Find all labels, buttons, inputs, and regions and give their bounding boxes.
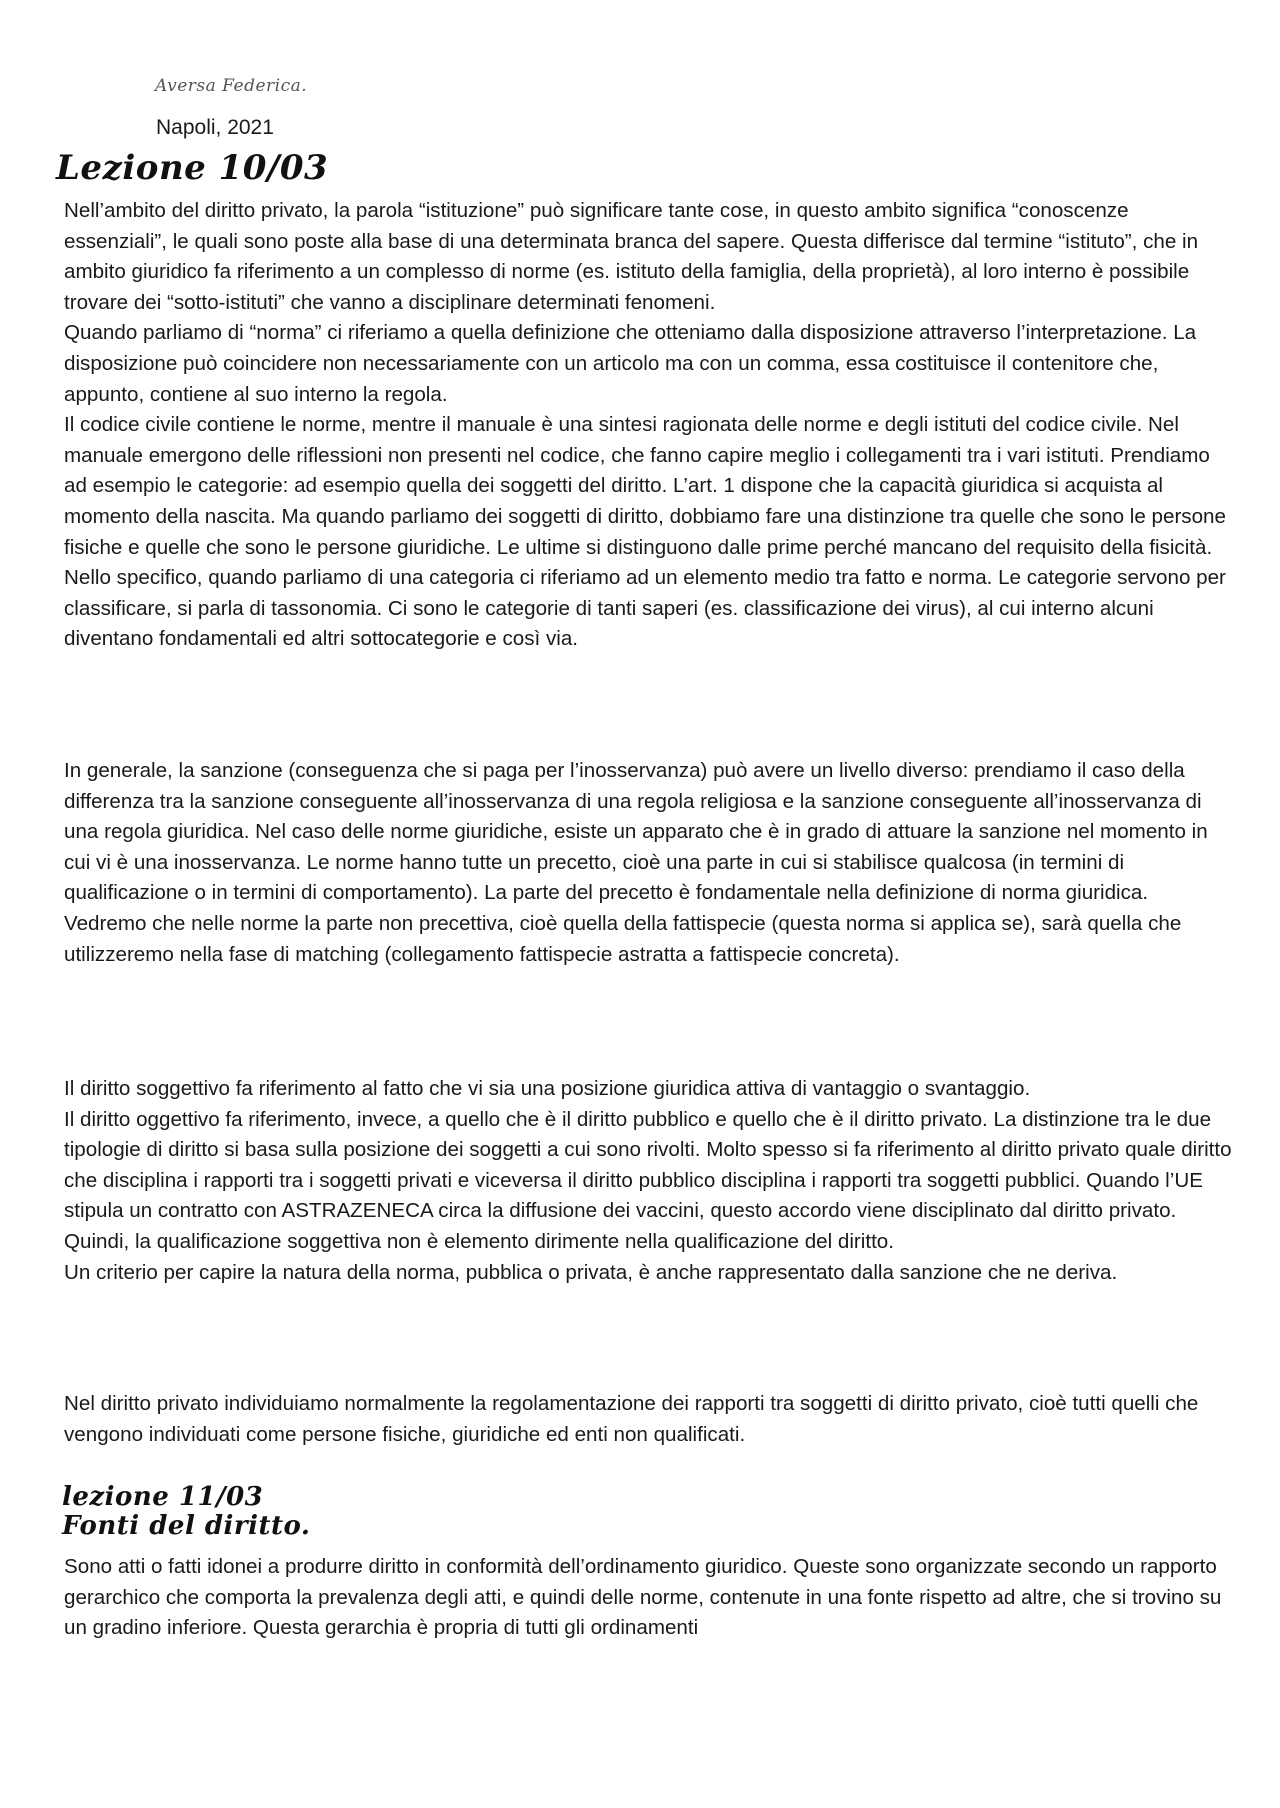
paragraph: Il diritto soggettivo fa riferimento al fatto che vi sia una posizione giuridica attiva di vantaggio o svantaggio. [64, 1077, 1031, 1100]
paragraph: Nell’ambito del diritto privato, la parola “istituzione” può significare tante cose, in questo ambito significa “conoscenze essenziali”, le quali sono poste alla base di una determinata branca del sapere. Questa differisce dal termine “istituto”, che in ambito giuridico fa riferimento a un complesso di norme (es. istituto della famiglia, della proprietà), al loro interno è possibile trovare dei “sotto-istituti” che vanno a disciplinare determinati fenomeni. [64, 199, 1199, 314]
section-heading-sources: Fonti del diritto. [62, 1511, 311, 1541]
paragraph: Nel diritto privato individuiamo normalmente la regolamentazione dei rapporti tra soggetti di diritto privato, cioè tutti quelli che vengono individuati come persone fisiche, giuridiche ed enti non qualificati. [64, 1392, 1199, 1446]
section-private-law [64, 1389, 1234, 1450]
document-date: Napoli, 2021 [156, 116, 274, 139]
paragraph: Nello specifico, quando parliamo di una categoria ci riferiamo ad un elemento medio tra fatto e norma. Le categorie servono per classificare, si parla di tassonomia. Ci sono le categorie di tanti saperi (es. classificazione dei virus), al cui interno alcuni diventano fondamentali ed altri sottocategorie e così via. [64, 566, 1226, 651]
paragraph: Un criterio per capire la natura della norma, pubblica o privata, è anche rappresentato dalla sanzione che ne deriva. [64, 1260, 1118, 1284]
section-sanction [64, 756, 1234, 970]
section-subjective-objective-law [64, 1074, 1234, 1288]
section-sources-of-law [64, 1552, 1234, 1644]
paragraph: Sono atti o fatti idonei a produrre diritto in conformità dell’ordinamento giuridico. Queste sono organizzate secondo un rapporto gerarchico che comporta la prevalenza degli atti, e quindi delle norme, contenute in una fonte rispetto ad altre, che si trovino su un gradino inferiore. Questa gerarchia è propria di tutti gli ordinamenti [64, 1555, 1222, 1640]
lesson-heading-2: lezione 11/03 [62, 1482, 264, 1512]
lesson-heading: Lezione 10/03 [56, 148, 329, 188]
paragraph: Quando parliamo di “norma” ci riferiamo a quella definizione che otteniamo dalla disposizione attraverso l’interpretazione. La disposizione può coincidere non necessariamente con un articolo ma con un comma, essa costituisce il contenitore che, appunto, contiene al suo interno la regola. [64, 321, 1197, 406]
paragraph: Il diritto oggettivo fa riferimento, invece, a quello che è il diritto pubblico e quello che è il diritto privato. La distinzione tra le due tipologie di diritto si basa sulla posizione dei soggetti a cui sono rivolti. Molto spesso si fa riferimento al diritto privato quale diritto che disciplina i rapporti tra i soggetti privati e viceversa il diritto pubblico disciplina i rapporti tra soggetti pubblici. Quando l’UE stipula un contratto con ASTRAZENECA circa la diffusione dei vaccini, questo accordo viene disciplinato dal diritto privato. Quindi, la qualificazione soggettiva non è elemento dirimente nella qualificazione del diritto. [64, 1107, 1232, 1253]
author-signature: Aversa Federica. [155, 76, 308, 96]
paragraph: Il codice civile contiene le norme, mentre il manuale è una sintesi ragionata delle norme e degli istituti del codice civile. Nel manuale emergono delle riflessioni non presenti nel codice, che fanno capire meglio i collegamenti tra i vari istituti. Prendiamo ad esempio le categorie: ad esempio quella dei soggetti del diritto. L’art. 1 dispone che la capacità giuridica si acquista al momento della nascita. Ma quando parliamo dei soggetti di diritto, dobbiamo fare una distinzione tra quelle che sono le persone fisiche e quelle che sono le persone giuridiche. Le ultime si distinguono dalle prime perché mancano del requisito della fisicità. [64, 413, 1226, 559]
paragraph: In generale, la sanzione (conseguenza che si paga per l’inosservanza) può avere un livello diverso: prendiamo il caso della differenza tra la sanzione conseguente all’inosservanza di una regola religiosa e la sanzione conseguente all’inosservanza di una regola giuridica. Nel caso delle norme giuridiche, esiste un apparato che è in grado di attuare la sanzione nel momento in cui vi è una inosservanza. Le norme hanno tutte un precetto, cioè una parte in cui si stabilisce qualcosa (in termini di qualificazione o in termini di comportamento). La parte del precetto è fondamentale nella definizione di norma giuridica. Vedremo che nelle norme la parte non precettiva, cioè quella della fattispecie (questa norma si applica se), sarà quella che utilizzeremo nella fase di matching (collegamento fattispecie astratta a fattispecie concreta). [64, 759, 1208, 966]
section-institutions [64, 196, 1234, 655]
